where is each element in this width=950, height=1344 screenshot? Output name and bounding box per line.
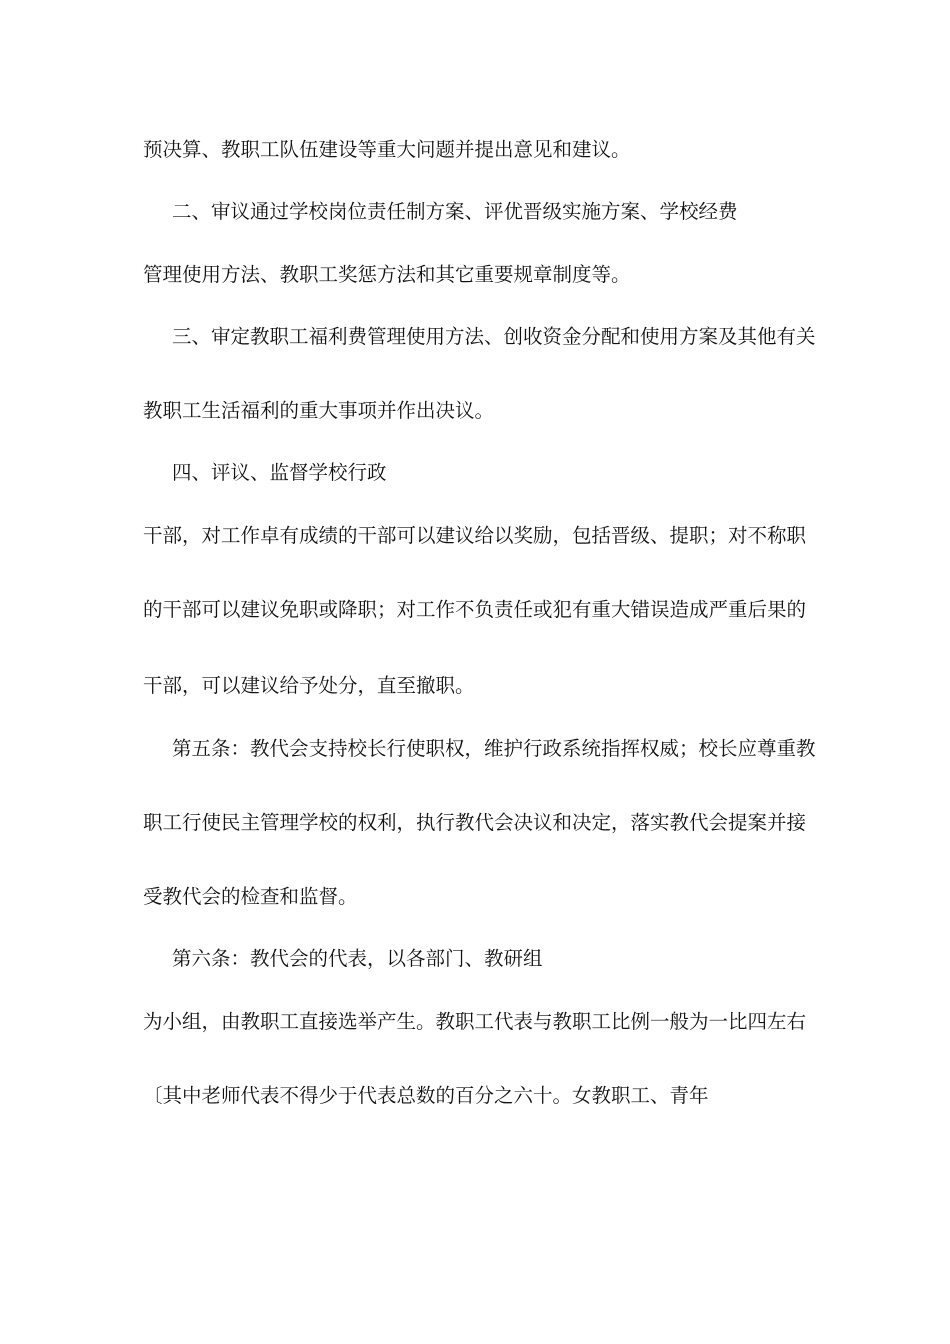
text-line: 职工行使民主管理学校的权利，执行教代会决议和决定，落实教代会提案并接 — [143, 811, 807, 834]
text-line: 四、评议、监督学校行政 — [172, 461, 387, 484]
text-line: 干部，对工作卓有成绩的干部可以建议给以奖励，包括晋级、提职；对不称职 — [143, 524, 807, 547]
text-line: 预决算、教职工队伍建设等重大问题并提出意见和建议。 — [143, 138, 631, 161]
text-line: 为小组，由教职工直接选举产生。教职工代表与教职工比例一般为一比四左右 — [143, 1010, 807, 1033]
text-line: 第五条：教代会支持校长行使职权，维护行政系统指挥权威；校长应尊重教 — [172, 737, 816, 760]
text-line: 二、审议通过学校岗位责任制方案、评优晋级实施方案、学校经费 — [172, 200, 738, 223]
text-line: 第六条：教代会的代表，以各部门、教研组 — [172, 947, 543, 970]
text-line: 教职工生活福利的重大事项并作出决议。 — [143, 399, 495, 422]
text-line: 三、审定教职工福利费管理使用方法、创收资金分配和使用方案及其他有关 — [172, 325, 816, 348]
text-line: 受教代会的检查和监督。 — [143, 885, 358, 908]
text-line: 管理使用方法、教职工奖惩方法和其它重要规章制度等。 — [143, 263, 631, 286]
text-line: 〔其中老师代表不得少于代表总数的百分之六十。女教职工、青年 — [143, 1084, 709, 1107]
text-line: 的干部可以建议免职或降职；对工作不负责任或犯有重大错误造成严重后果的 — [143, 598, 807, 621]
text-line: 干部，可以建议给予处分，直至撤职。 — [143, 674, 475, 697]
